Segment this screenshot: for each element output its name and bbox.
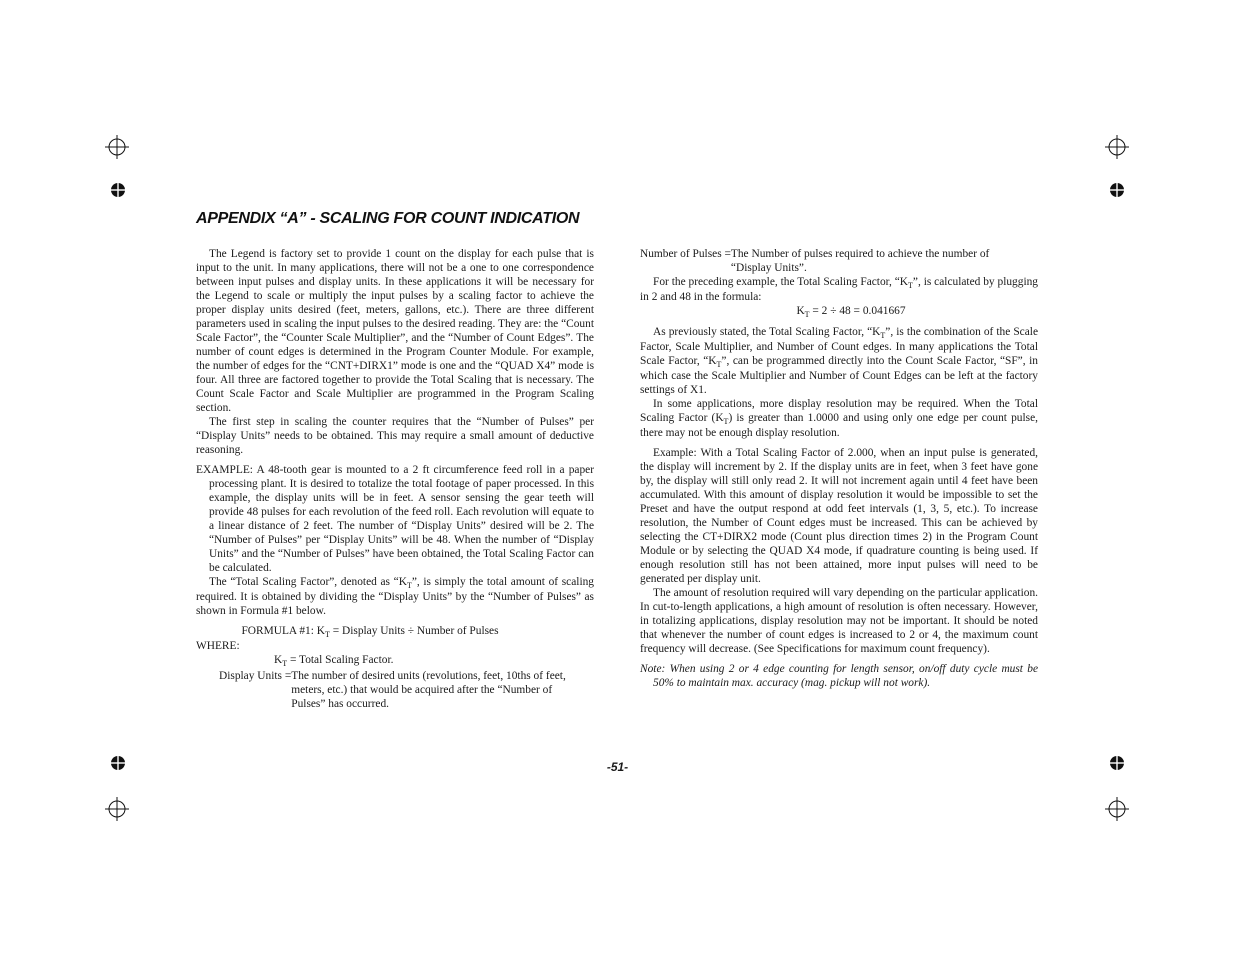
registration-crosshair-icon — [105, 135, 129, 159]
where-label: WHERE: — [196, 640, 240, 652]
kt-definition: $K_T$ = Total Scaling Factor. — [274, 654, 394, 668]
paragraph-first-step: The first step in scaling the counter requires that the “Number of Pulses” per “Display Units” needs to be obtained. This may require a small amount of deductive reasoning. — [196, 416, 594, 456]
page-number: -51- — [606, 760, 629, 774]
paragraph-intro: The Legend is factory set to provide 1 count on the display for each pulse that is input to the unit. In many applications, there will not be a one to one correspondence between input pulses and display units. In these applications it will be necessary for the Legend to scale or multiply the input pulses by a scaling factor to achieve the proper display units desired (feet, meters, gallons, etc.). There are three different parameters used in scaling the input pulses to the desired reading. They are: the “Count Scale Factor”, the “Counter Scale Multiplier”, and the “Number of Count Edges”. The number of count edges is determined in the Program Counter Module. For example, the number of edges for the “CNT+DIRX1” mode is one and the “QUAD X4” mode is four. All three are factored together to provide the Total Scaling that is necessary. The Count Scale Factor and Scale Multiplier are programmed in the Program Scaling section. — [196, 248, 594, 414]
kt-equation: $K_T = 2 \div 48 = 0.041667$ — [796, 305, 906, 319]
left-column — [196, 247, 594, 711]
formula-1: FORMULA #1: $K_T$ = Display Units ÷ Number of Pulses — [241, 625, 499, 639]
paragraph-amount-of-resolution: The amount of resolution required will vary depending on the particular application. In cut-to-length applications, a high amount of resolution is often necessary. However, in totalizing applications, display resolution may not be important. It should be noted that whenever the number of count edges is increased to 2 or 4, the maximum count frequency will decrease. (See Specifications for maximum count frequency). — [640, 587, 1038, 655]
registration-dot-icon — [110, 182, 126, 198]
paragraph-previously-stated: As previously stated, the Total Scaling Factor, “$K_T$”, is the combination of the Scale Factor, Scale Multiplier, and Number of Count edges. In many applications the Total Scale Factor, “$K_T$”, can be programmed directly into the Count Scale Factor, “SF”, in which case the Scale Multiplier and Number of Count Edges can be left at the factory settings of X1. — [640, 326, 1038, 396]
paragraph-resolution-example: Example: With a Total Scaling Factor of 2.000, when an input pulse is generated, the display will increment by 2. If the display units are in feet, when 3 feet have gone by, the display will still only read 2. It will not increment again until 4 feet have been accumulated. With this amount of display resolution it would be impossible to set the Preset and have the output respond at odd feet intervals (1, 3, 5, etc.). To increase resolution, the Number of Count edges must be increased. This can be achieved by selecting the CT+DIRX2 mode (Count plus direction times 2) in the Program Count Module or by selecting the QUAD X4 mode, if quadrature counting is being used. If enough resolution still has not been attained, more input pulses will need to be generated per display unit. — [640, 447, 1038, 585]
right-column — [640, 247, 1038, 690]
registration-dot-icon — [1109, 182, 1125, 198]
registration-crosshair-icon — [1105, 797, 1129, 821]
paragraph-example: EXAMPLE: A 48-tooth gear is mounted to a 2 ft circumference feed roll in a paper processing plant. It is desired to totalize the total footage of paper processed. In this example, the display units will be in feet. A sensor sensing the gear teeth will provide 48 pulses for each revolution of the feed roll. Each revolution will equate to a linear distance of 2 feet. The number of “Display Units” desired will be 2. The “Number of Pulses” per “Display Units” will be 48. When the number of “Display Units” and the “Number of Pulses” have been obtained, the Total Scaling Factor can be calculated. — [196, 464, 594, 574]
number-of-pulses-definition: Number of Pulses = The Number of pulses required to achieve the number of “Display Units”. — [640, 248, 990, 274]
note-edge-counting: Note: When using 2 or 4 edge counting for length sensor, on/off duty cycle must be 50% to maintain max. accuracy (mag. pickup will not work). — [640, 663, 1038, 689]
registration-crosshair-icon — [1105, 135, 1129, 159]
paragraph-resolution: In some applications, more display resolution may be required. When the Total Scaling Factor $(K_T)$ is greater than 1.0000 and using only one edge per count pulse, there may not be enough display resolution. — [640, 398, 1038, 439]
paragraph-total-scaling: The “Total Scaling Factor”, denoted as “$K_T$”, is simply the total amount of scaling required. It is obtained by dividing the “Display Units” by the “Number of Pulses” as shown in Formula #1 below. — [196, 576, 595, 617]
display-units-definition: Display Units = The number of desired units (revolutions, feet, 10ths of feet, meters, etc.) that would be acquired after the “Number of Pulses” has occurred. — [219, 670, 566, 710]
page-heading: APPENDIX “A” - SCALING FOR COUNT INDICATION — [196, 210, 580, 227]
registration-crosshair-icon — [105, 797, 129, 821]
paragraph-preceding-example: For the preceding example, the Total Scaling Factor, “$K_T$”, is calculated by plugging in 2 and 48 in the formula: — [640, 276, 1039, 303]
